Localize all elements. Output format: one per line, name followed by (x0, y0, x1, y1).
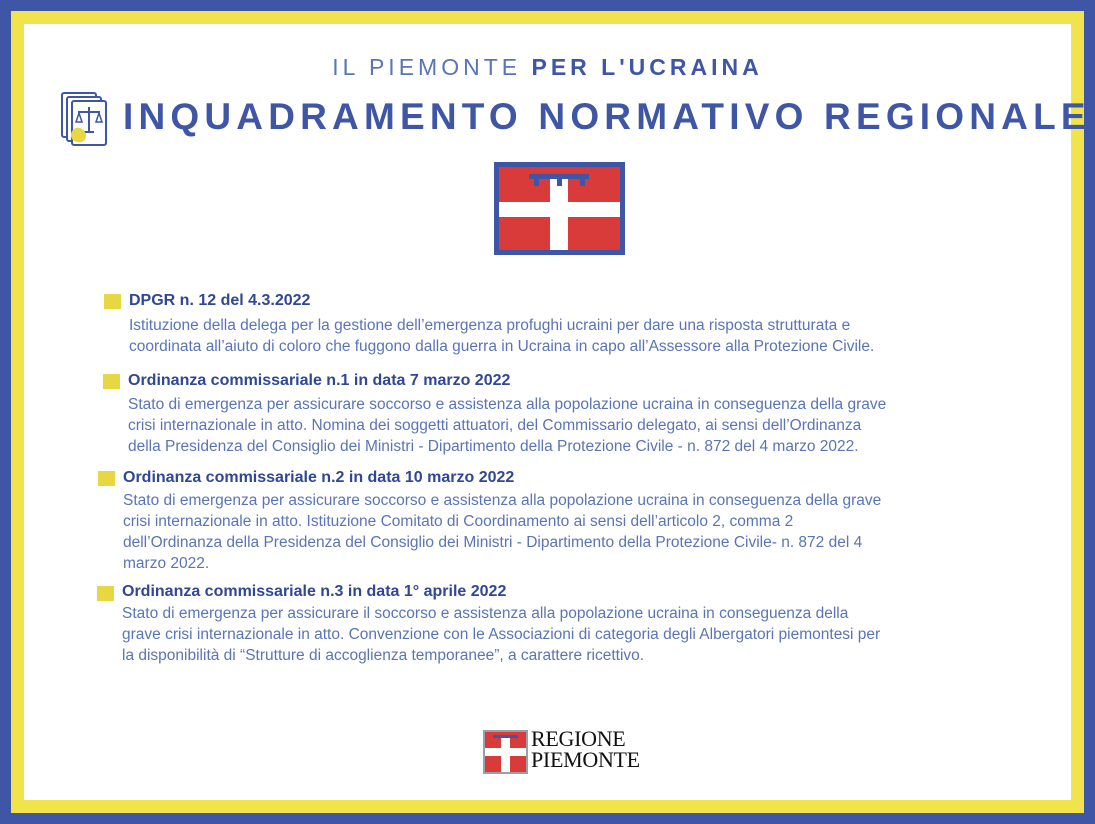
item-line: crisi internazionale in atto. Nomina dei soggetti attuatori, del Commissario delegato, ai sensi dell’Ordinanza (128, 417, 862, 434)
item-line: grave crisi internazionale in atto. Convenzione con le Associazioni di categoria degli Albergatori piemontesi per (122, 626, 881, 643)
bullet-marker (97, 586, 114, 601)
item-line: Stato di emergenza per assicurare soccorso e assistenza alla popolazione ucraina in conseguenza della grave (128, 396, 887, 413)
logo-line-2: PIEMONTE (531, 747, 640, 772)
legal-documents-icon (60, 90, 118, 146)
item-line: Stato di emergenza per assicurare il soccorso e assistenza alla popolazione ucraina in conseguenza della (122, 605, 849, 622)
bullet-marker (103, 374, 120, 389)
logo-line-1: REGIONE (531, 726, 626, 751)
kicker-light: IL PIEMONTE (332, 54, 532, 80)
item-body (128, 394, 886, 457)
item-line: coordinata all’aiuto di coloro che fuggono dalla guerra in Ucraina in capo all’Assessore alla Protezione Civile. (129, 338, 875, 355)
item-body (122, 603, 880, 666)
item-line: Istituzione della delega per la gestione dell’emergenza profughi ucraini per dare una risposta strutturata e (129, 317, 851, 334)
item-title: Ordinanza commissariale n.1 in data 7 marzo 2022 (128, 372, 511, 389)
item-line: della Presidenza del Consiglio dei Ministri - Dipartimento della Protezione Civile - n. 872 del 4 marzo 2022. (128, 438, 859, 455)
poster-page (24, 24, 1091, 800)
kicker-bold: PER L'UCRAINA (531, 54, 763, 80)
item-line: Stato di emergenza per assicurare soccorso e assistenza alla popolazione ucraina in conseguenza della grave (123, 492, 882, 509)
item-line: dell’Ordinanza della Presidenza del Consiglio dei Ministri - Dipartimento della Protezione Civile- n. 872 del 4 (123, 534, 863, 551)
header-kicker (24, 54, 1071, 81)
logo-text (531, 728, 640, 770)
regione-piemonte-logo (483, 726, 640, 774)
item-line: marzo 2022. (123, 555, 210, 572)
page-title: INQUADRAMENTO NORMATIVO REGIONALE (123, 96, 1091, 137)
title-row (60, 90, 1091, 146)
item-title: Ordinanza commissariale n.2 in data 10 marzo 2022 (123, 469, 515, 486)
item-line: crisi internazionale in atto. Istituzione Comitato di Coordinamento ai sensi dell’articolo 2, comma 2 (123, 513, 794, 530)
bullet-marker (98, 471, 115, 486)
item-body (129, 315, 874, 357)
item-title: DPGR n. 12 del 4.3.2022 (129, 292, 311, 309)
item-title: Ordinanza commissariale n.3 in data 1° aprile 2022 (122, 583, 507, 600)
logo-flag-icon (483, 730, 528, 774)
item-line: la disponibilità di “Strutture di accoglienza temporanee”, a carattere ricettivo. (122, 647, 645, 664)
bullet-marker (104, 294, 121, 309)
piemonte-flag (494, 162, 625, 255)
item-body (123, 490, 881, 574)
